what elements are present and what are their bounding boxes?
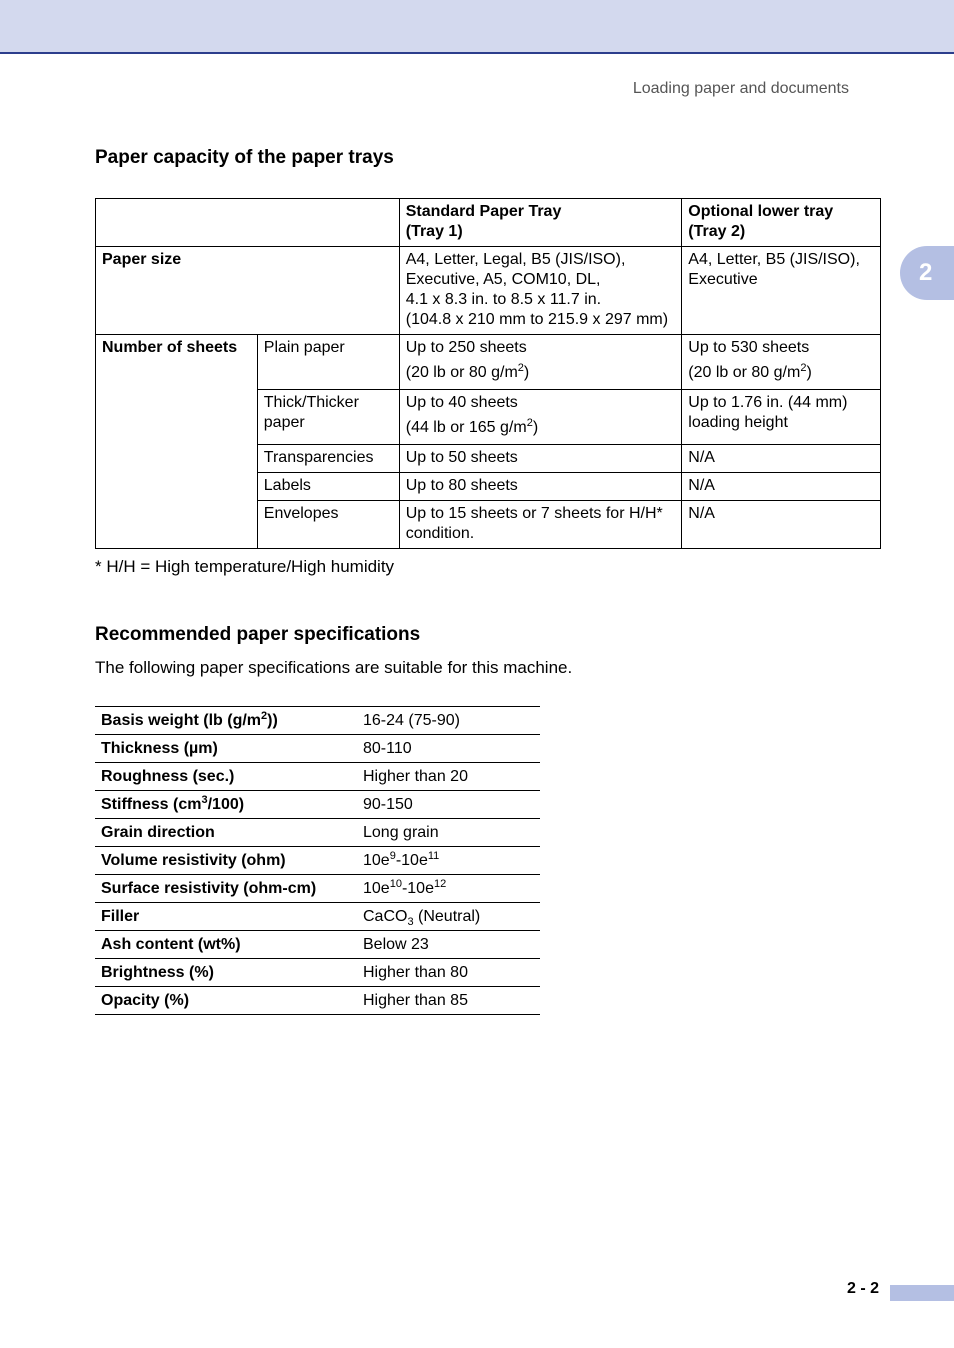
table-row xyxy=(95,931,540,959)
tray2-cell: N/A xyxy=(682,473,881,501)
empty-header-cell xyxy=(96,199,400,247)
spec-value: Higher than 80 xyxy=(357,959,540,987)
spec-key: Surface resistivity (ohm-cm) xyxy=(95,875,357,903)
spec-value: 80-110 xyxy=(357,735,540,763)
spec-key: Grain direction xyxy=(95,819,357,847)
spec-key: Thickness (µm) xyxy=(95,735,357,763)
type-cell: Thick/Thicker paper xyxy=(257,390,399,445)
footnote: * H/H = High temperature/High humidity xyxy=(95,557,395,576)
spec-key: Roughness (sec.) xyxy=(95,763,357,791)
table-row xyxy=(95,707,540,735)
intro-text: The following paper specifications are suitable for this machine. xyxy=(95,658,573,677)
table-header-row xyxy=(96,199,881,247)
table-row xyxy=(95,987,540,1015)
table-row xyxy=(95,819,540,847)
top-band xyxy=(0,0,954,54)
table-row xyxy=(95,959,540,987)
type-cell: Plain paper xyxy=(257,335,399,390)
page-number: 2 - 2 xyxy=(847,1280,880,1297)
spec-key: Basis weight (lb $(g/m^2)$) xyxy=(95,707,357,735)
spec-value: Long grain xyxy=(357,819,540,847)
paper-specifications-table xyxy=(95,706,540,1015)
table-row xyxy=(95,791,540,819)
spec-value: CaCO$_3$ (Neutral) xyxy=(357,903,540,931)
table-row xyxy=(95,903,540,931)
table-row xyxy=(95,735,540,763)
section-heading-paper-capacity: Paper capacity of the paper trays xyxy=(95,147,394,168)
spec-key: Volume resistivity (ohm) xyxy=(95,847,357,875)
paper-size-label: Paper size xyxy=(96,247,400,335)
spec-key: Filler xyxy=(95,903,357,931)
running-header: Loading paper and documents xyxy=(632,80,849,97)
spec-key: Ash content (wt%) xyxy=(95,931,357,959)
spec-key: Opacity (%) xyxy=(95,987,357,1015)
number-of-sheets-label: Number of sheets xyxy=(96,335,258,549)
type-cell: Labels xyxy=(257,473,399,501)
tray2-cell: Up to 530 sheets (20 lb or 80 $g/m^2$) xyxy=(682,335,881,390)
header-tray1: Standard Paper Tray (Tray 1) xyxy=(399,199,682,247)
spec-key: Stiffness $(cm^3/100)$ xyxy=(95,791,357,819)
table-row xyxy=(95,847,540,875)
table-row xyxy=(96,247,881,335)
tray1-cell: Up to 50 sheets xyxy=(399,445,682,473)
table-row xyxy=(95,875,540,903)
spec-value: $10e^{10}-10e^{12}$ xyxy=(357,875,540,903)
paper-size-tray2: A4, Letter, B5 (JIS/ISO), Executive xyxy=(682,247,881,335)
header-tray2: Optional lower tray (Tray 2) xyxy=(682,199,881,247)
spec-value: Below 23 xyxy=(357,931,540,959)
tray2-cell: N/A xyxy=(682,445,881,473)
tray2-cell: N/A xyxy=(682,501,881,549)
tray1-cell: Up to 40 sheets (44 lb or 165 $g/m^2$) xyxy=(399,390,682,445)
type-cell: Transparencies xyxy=(257,445,399,473)
tray1-cell: Up to 15 sheets or 7 sheets for H/H* condition. xyxy=(399,501,682,549)
spec-value: $10e^9-10e^{11}$ xyxy=(357,847,540,875)
table-row xyxy=(95,763,540,791)
table-row xyxy=(96,335,881,390)
chapter-tab: 2 xyxy=(900,246,954,300)
spec-value: Higher than 20 xyxy=(357,763,540,791)
tray1-cell: Up to 80 sheets xyxy=(399,473,682,501)
tray2-cell: Up to 1.76 in. (44 mm) loading height xyxy=(682,390,881,445)
type-cell: Envelopes xyxy=(257,501,399,549)
paper-capacity-table xyxy=(95,198,881,549)
tray1-cell: Up to 250 sheets (20 lb or 80 $g/m^2$) xyxy=(399,335,682,390)
page-number-bar xyxy=(890,1285,954,1301)
spec-value: 90-150 xyxy=(357,791,540,819)
spec-value: 16-24 (75-90) xyxy=(357,707,540,735)
spec-value: Higher than 85 xyxy=(357,987,540,1015)
spec-key: Brightness (%) xyxy=(95,959,357,987)
section-heading-recommended-specs: Recommended paper specifications xyxy=(95,624,421,645)
paper-size-tray1: A4, Letter, Legal, B5 (JIS/ISO), Executive, A5, COM10, DL, 4.1 x 8.3 in. to 8.5 x 11.7 in. (104.8 x 210 mm to 215.9 x 297 mm) xyxy=(399,247,682,335)
